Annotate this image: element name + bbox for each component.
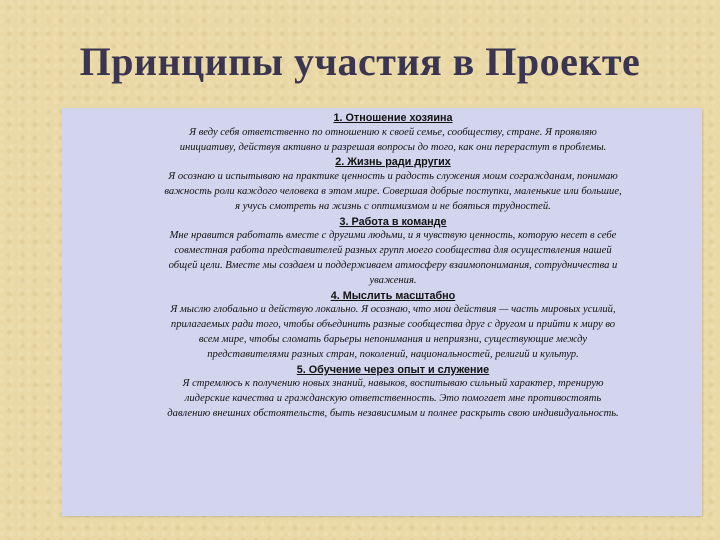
section-text-line: лидерские качества и гражданскую ответственность. Это помогает мне противостоять <box>184 393 602 405</box>
section-heading: 1. Отношение хозяина <box>333 112 453 124</box>
section-heading: 5. Обучение через опыт и служение <box>296 363 490 376</box>
section-text-line: Я мыслю глобально и действую локально. Я осознаю, что мои действия — часть мировых усилий, <box>170 304 616 316</box>
section-text-line: давлению внешних обстоятельств, быть независимым и полнее раскрыть свою индивидуальность. <box>167 407 619 419</box>
section-text-line: уважения. <box>369 274 417 286</box>
section-text-line: общей цели. Вместе мы создаем и поддерживаем атмосферу взаимопонимания, сотрудничества и <box>168 259 618 271</box>
section-text-line: прилагаемых ради того, чтобы объединить разные сообщества друг с другом и прийти к миру во <box>170 319 616 331</box>
section-heading: 3. Работа в команде <box>339 215 447 228</box>
section-text-line: я учусь смотреть на жизнь с оптимизмом и не бояться трудностей. <box>235 200 551 212</box>
section-text-line: Я осознаю и испытываю на практике ценность и радость служения моим согражданам, понимаю <box>168 171 618 183</box>
section-heading: 4. Мыслить масштабно <box>330 289 456 302</box>
section-text-line: представителями разных стран, поколений, национальностей, религий и культур. <box>207 348 579 360</box>
section-text-line: Мне нравится работать вместе с другими людьми, и я чувствую ценность, которую несет в себе <box>169 230 617 242</box>
section-heading: 2. Жизнь ради других <box>335 156 451 169</box>
slide-title: Принципы участия в Проекте <box>79 39 641 84</box>
section-text-line: всем мире, чтобы сломать барьеры непонимания и неприязни, существующие между <box>198 333 588 345</box>
section-text-line: инициативу, действуя активно и разрешая вопросы до того, как они перерастут в проблемы. <box>179 141 607 153</box>
section-text-line: важность роли каждого человека в этом мире. Совершая добрые поступки, маленькие или большие, <box>164 185 622 197</box>
section-text-line: совместная работа представителей разных групп моего сообщества для осуществления нашей <box>174 245 612 257</box>
section-text-line: Я стремлюсь к получению новых знаний, навыков, воспитываю сильный характер, тренирую <box>182 378 604 390</box>
section-text-line: Я веду себя ответственно по отношению к своей семье, сообществу, стране. Я проявляю <box>189 126 597 138</box>
principles-list <box>90 111 696 422</box>
